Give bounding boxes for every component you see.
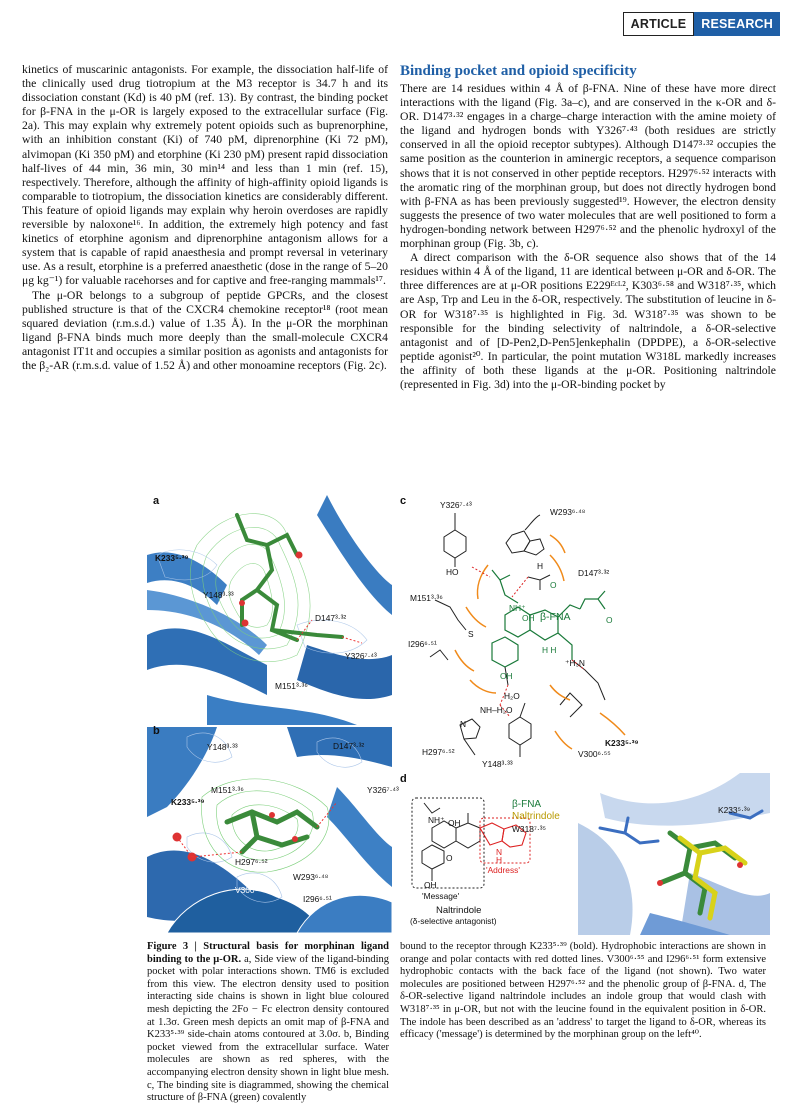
panel-d-residue-k233: K233⁵·³⁹ bbox=[718, 805, 751, 815]
panel-c-atom-nh: NH⁺ bbox=[509, 603, 526, 613]
panel-c-atom-h: H bbox=[537, 561, 544, 571]
panel-d-title: Naltrindole bbox=[436, 905, 482, 916]
right-paragraph-1: There are 14 residues within 4 Å of β-FNA. Nine of these have more direct interactions with the ligand (Fig. 3a–c), and are conserved in the κ-OR and δ-OR. D147³·³² engages in a charge–charge interaction with the amine moiety of the ligand and hydrogen bonds with Y326⁷·⁴³ (both residues are strictly conserved in all the opioid receptor subtypes). Although D147³·³² occupies the same position as the counterion in aminergic receptors, a sequence comparison shows that it is not conserved in other peptide receptors. H297⁶·⁵² interacts with the aromatic ring of the morphinan group, but does not directly hydrogen bond with β-FNA as has been previously suggested¹⁹. However, the electron density suggests the presence of two water molecules that are well positioned to form a hydrogen-bonding network between H297⁶·⁵² and the phenolic hydroxyl of the morphinan group (Fig. 3b, c). bbox=[400, 82, 776, 251]
panel-c-binding-diagram bbox=[400, 495, 670, 770]
panel-c-residue-i296: I296⁶·⁵¹ bbox=[408, 639, 437, 649]
panel-d-subtitle: (δ-selective antagonist) bbox=[410, 916, 497, 926]
right-paragraph-2: A direct comparison with the δ-OR sequence also shows that of the 14 residues within 4 Å of the ligand, 11 are identical between μ-OR and δ-OR. The three differences are at μ-OR positions E229ᴱᶜᴸ², K303⁶·⁵⁸ and W318⁷·³⁵, which are Asp, Trp and Leu in the δ-OR, respectively. The substitution of leucine in δ-OR for W318⁷·³⁵ is highlighted in Fig. 3d. W318⁷·³⁵ was shown to be responsible for the binding selectivity of naltrindole, a δ-OR-selective antagonist and of [D-Pen2,D-Pen5]enkephalin (DPDPE), a δ-OR-selective peptide agonist²⁰. In particular, the point mutation W318L markedly increases the affinity of both these ligands at the μ-OR. Positioning naltrindole (represented in Fig. 3d) into the μ-OR-binding pocket by bbox=[400, 251, 776, 391]
panel-d-atom-h: H bbox=[496, 855, 503, 865]
panel-b-residue-v300: V300⁶·⁵⁵ bbox=[235, 885, 268, 895]
panel-c-atom-o1: O bbox=[550, 580, 557, 590]
panel-a-label: a bbox=[153, 495, 160, 507]
panel-a-residue-k233: K233⁵·³⁹ bbox=[155, 553, 189, 563]
panel-a-residue-m151: M151³·³⁶ bbox=[275, 681, 308, 691]
figure-panel-c bbox=[400, 495, 670, 770]
figure-caption-right bbox=[400, 941, 766, 1042]
legend-naltrindole: Naltrindole bbox=[512, 811, 560, 822]
panel-b-residue-i296: I296⁶·⁵¹ bbox=[303, 894, 332, 904]
panel-d-atom-oh2: OH bbox=[424, 880, 437, 890]
panel-a-residue-y148: Y148³·³³ bbox=[203, 590, 234, 600]
panel-d-label: d bbox=[400, 773, 407, 785]
panel-d-address-label: 'Address' bbox=[486, 865, 520, 875]
right-column bbox=[400, 63, 776, 392]
panel-c-residue-v300: V300⁶·⁵⁵ bbox=[578, 749, 611, 759]
figure-panel-d bbox=[400, 773, 770, 935]
panel-c-atom-s: S bbox=[468, 629, 474, 639]
figure-panel-b bbox=[147, 725, 399, 933]
panel-a-residue-y326: Y326⁷·⁴³ bbox=[345, 651, 377, 661]
section-heading: Binding pocket and opioid specificity bbox=[400, 63, 637, 79]
panel-d-message-label: 'Message' bbox=[422, 891, 460, 901]
panel-b-residue-w293: W293⁶·⁴⁸ bbox=[293, 872, 329, 882]
figure-caption-right-text: bound to the receptor through K233⁵·³⁹ (bold). Hydrophobic interactions are shown in orange and polar contacts with red dotted lines. V300⁶·⁵⁵ and I296⁶·⁵¹ form extensive hydrophobic contacts with the back face of the ligand (not shown). Two water molecules are positioned between H297⁶·⁵² and the phenolic group of β-FNA. d, The δ-OR-selective ligand naltrindole includes an indole group that would clash with W318⁷·³⁵ in μ-OR, but not with the leucine found in the equivalent position in δ-OR. The indole has been described as an 'address' to target the ligand to δ-OR, whereas its efficacy ('message') is determined by the morphinan group on the left⁴⁰. bbox=[400, 941, 766, 1041]
panel-c-atom-ho: HO bbox=[446, 567, 459, 577]
panel-d-atom-nh: NH⁺ bbox=[428, 815, 445, 825]
research-label: RESEARCH bbox=[694, 12, 780, 36]
panel-b-residue-y148: Y148³·³³ bbox=[207, 742, 238, 752]
panel-c-label: c bbox=[400, 495, 407, 507]
panel-b-residue-h297: H297⁶·⁵² bbox=[235, 857, 268, 867]
left-paragraph-1: kinetics of muscarinic antagonists. For example, the dissociation half-life of the clinically used drug tiotropium at the M3 receptor is 34.7 h and its dissociation constant (Kd) is 40 pM (ref. 13). By contrast, the binding pocket for β-FNA in the μ-OR is largely exposed to the extracellular surface (Fig. 2a). This may explain why extremely potent opioids such as buprenorphine, with an inhibition constant (Ki) of 740 pM, diprenorphine (Ki 72 pM), alvimopan (Ki 350 pM) and etorphine (Ki 230 pM) present rapid dissociation half-lives of 44 min, 36 min, 30 min¹⁴ and less than 1 min (ref. 15), respectively. Therefore, although the affinity of high-affinity opioid ligands is comparable to tiotropium, the dissociation kinetics are considerably different. This feature of opioid ligands may explain why heroin overdoses are rapidly reversible by naloxone¹⁶. In addition, the extremely high potency and fast kinetics of etorphine agonism and diprenorphine antagonism allows for a system that is capable of rapid anaesthesia and prompt reversal in veterinary use. As a result, etorphine is a preferred anaesthetic (dose in the range of 5–20 μg kg⁻¹) for valuable racehorses and for captive and free-ranging mammals¹⁷. bbox=[22, 63, 388, 288]
panel-c-residue-w293: W293⁶·⁴⁸ bbox=[550, 507, 586, 517]
journal-section-badge bbox=[623, 12, 780, 36]
left-column bbox=[22, 63, 388, 373]
legend-beta-fna: β-FNA bbox=[512, 799, 542, 810]
panel-c-residue-y148: Y148³·³³ bbox=[482, 759, 513, 769]
panel-c-residue-y326: Y326⁷·⁴³ bbox=[440, 500, 472, 510]
panel-c-residue-k233: K233⁵·³⁹ bbox=[605, 738, 639, 748]
panel-c-atom-n: N bbox=[460, 719, 467, 729]
figure-panel-a bbox=[147, 495, 392, 725]
panel-b-label: b bbox=[153, 725, 160, 737]
panel-a-structure-image bbox=[147, 495, 392, 725]
panel-b-residue-k233: K233⁵·³⁹ bbox=[171, 797, 205, 807]
panel-c-residue-d147: D147³·³² bbox=[578, 568, 610, 578]
panel-c-residue-m151: M151³·³⁶ bbox=[410, 593, 443, 603]
panel-d-atom-n: N bbox=[496, 847, 503, 857]
panel-b-residue-d147: D147³·³² bbox=[333, 741, 365, 751]
panel-c-atom-hh: H H bbox=[542, 645, 557, 655]
figure-caption-left bbox=[147, 941, 389, 1105]
panel-c-ligand-label: β-FNA bbox=[540, 611, 571, 623]
panel-c-atom-o2: O bbox=[606, 615, 613, 625]
panel-c-atom-nh2: NH–H₂O bbox=[480, 705, 513, 715]
panel-d-atom-o: O bbox=[446, 853, 453, 863]
panel-c-atom-oh1: OH bbox=[522, 613, 535, 623]
figure-caption-title: Figure 3 | Structural basis for morphinan ligand binding to the μ-OR. bbox=[147, 941, 389, 965]
panel-b-structure-image bbox=[147, 727, 392, 933]
panel-c-atom-oh2: OH bbox=[500, 671, 513, 681]
panel-d-atom-oh1: OH bbox=[448, 818, 461, 828]
panel-d-residue-w318: W318⁷·³⁵ bbox=[512, 824, 546, 834]
figure-caption-left-text: a, Side view of the ligand-binding pocket with polar interactions shown. TM6 is excluded from this view. The electron density used to position interacting side chains is shown in light blue coloured mesh depicting the 2Fo − Fc electron density contoured at 1.3σ. Green mesh depicts an omit map of β-FNA and K233⁵·³⁹ side-chain atoms contoured at 3.0σ. b, Binding pocket viewed from the extracellular surface. Water molecules are shown as red spheres, with the accompanying electron density shown in light blue mesh. c, The binding site is diagrammed, showing the chemical structure of β-FNA (green) covalently bbox=[147, 953, 390, 1104]
left-paragraph-2: The μ-OR belongs to a subgroup of peptide GPCRs, and the closest published structure is that of the CXCR4 chemokine receptor¹⁸ (root mean squared deviation (r.m.s.d.) value of 1.35 Å). In the μ-OR the morphinan ligand β-FNA binds much more deeply than the small-molecule CXCR4 antagonist IT1t and occupies a similar position as agonists and antagonists for the β₂-AR (r.m.s.d. value of 1.52 Å) and other monoamine receptors (Fig. 2c). bbox=[22, 288, 388, 372]
panel-a-residue-d147: D147³·³² bbox=[315, 613, 347, 623]
article-label: ARTICLE bbox=[623, 12, 695, 36]
panel-c-atom-h3n: ⁺H₃N bbox=[565, 658, 585, 668]
panel-c-atom-h2o: H₂O bbox=[504, 691, 520, 701]
panel-b-residue-y326: Y326⁷·⁴³ bbox=[367, 785, 399, 795]
panel-c-residue-h297: H297⁶·⁵² bbox=[422, 747, 455, 757]
panel-b-residue-m151: M151³·³⁶ bbox=[211, 785, 244, 795]
